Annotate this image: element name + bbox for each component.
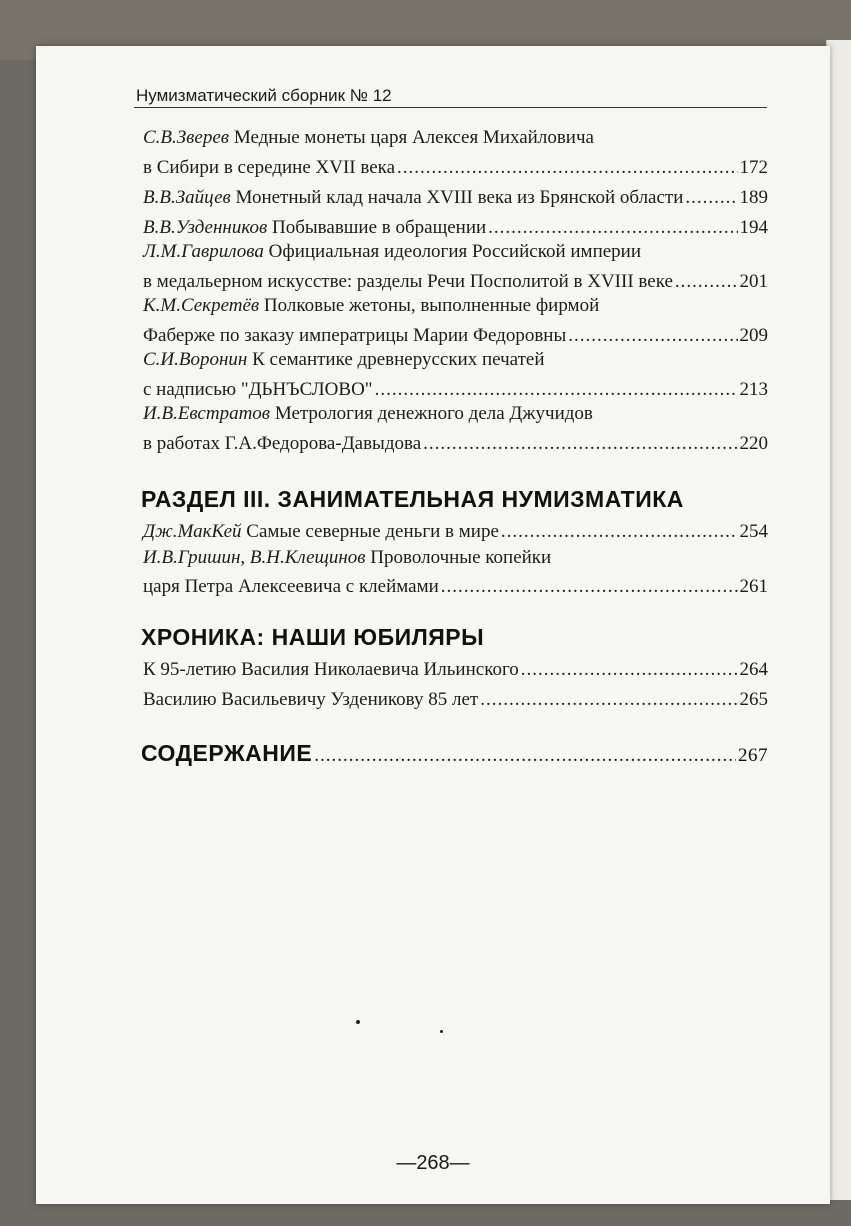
entry-title: К 95-летию Василия Николаевича Ильинского	[143, 659, 519, 680]
header-rule	[134, 107, 767, 108]
entry-title: Монетный клад начала XVIII века из Брянской области	[235, 187, 684, 208]
leader-dots	[423, 432, 737, 456]
page-number: 194	[739, 217, 768, 238]
leader-dots	[488, 216, 737, 240]
entry-title-cont: в Сибири в середине XVII века	[143, 157, 396, 178]
section-heading: ХРОНИКА: НАШИ ЮБИЛЯРЫ	[141, 624, 485, 650]
toc-entry-line	[143, 156, 768, 180]
entry-title-cont: в медальерном искусстве: разделы Речи Посполитой в XVIII веке	[143, 271, 673, 292]
toc-entry-line	[143, 688, 768, 712]
entry-title-cont: царя Петра Алексеевича с клеймами	[143, 576, 439, 597]
entry-title-cont: с надписью "ДЬНЪСЛОВО"	[143, 379, 373, 400]
leader-dots	[501, 520, 738, 544]
page-number: 220	[739, 433, 768, 454]
entry-author: С.И.Воронин	[143, 349, 248, 370]
leader-dots	[521, 658, 738, 682]
page-folio: —268—	[396, 1152, 470, 1174]
toc-entry-line	[143, 270, 768, 294]
entry-author: В.В.Узденников	[143, 217, 268, 238]
page-number: 189	[739, 187, 768, 208]
toc-entry-line	[143, 402, 768, 426]
entry-title: Василию Васильевичу Узденикову 85 лет	[143, 689, 479, 710]
print-speck	[356, 1020, 360, 1024]
entry-title: Медные монеты царя Алексея Михайловича	[233, 127, 594, 148]
leader-dots	[685, 186, 737, 210]
entry-title: Самые северные деньги в мире	[246, 521, 499, 542]
toc-entry-line	[143, 520, 768, 544]
running-head: Нумизматический сборник № 12	[136, 86, 392, 105]
page-number: 261	[739, 576, 768, 597]
toc-entry-line	[143, 378, 768, 402]
entry-author: И.В.Гришин, В.Н.Клещинов	[143, 547, 366, 568]
toc-entry-line	[143, 324, 768, 348]
toc-entry-line	[143, 348, 768, 372]
page-number: 209	[739, 325, 768, 346]
toc-entry-line	[143, 432, 768, 456]
page-number: 201	[739, 271, 768, 292]
page-number: 172	[739, 157, 768, 178]
print-speck	[440, 1030, 443, 1033]
leader-dots	[397, 156, 737, 180]
contents-entry	[141, 740, 768, 767]
page-number: 264	[739, 659, 768, 680]
entry-title: Проволочные копейки	[370, 547, 552, 568]
entry-author: С.В.Зверев	[143, 127, 230, 148]
entry-title: Полковые жетоны, выполненные фирмой	[263, 295, 600, 316]
leader-dots	[314, 745, 736, 767]
toc-entry-line	[143, 126, 768, 150]
page-number: 265	[739, 689, 768, 710]
entry-author: Дж.МакКей	[143, 521, 242, 542]
toc-entry-line	[143, 294, 768, 318]
leader-dots	[675, 270, 738, 294]
entry-title-cont: Фаберже по заказу императрицы Марии Федоровны	[143, 325, 567, 346]
page-number: 213	[739, 379, 768, 400]
toc-entry-line	[143, 216, 768, 240]
toc-entry-line	[143, 546, 768, 570]
entry-title: Метрология денежного дела Джучидов	[274, 403, 593, 424]
section-heading: СОДЕРЖАНИЕ	[141, 740, 313, 766]
entry-author: И.В.Евстратов	[143, 403, 271, 424]
leader-dots	[568, 324, 737, 348]
toc-entry-line	[143, 658, 768, 682]
book-page	[36, 46, 830, 1204]
entry-author: Л.М.Гаврилова	[143, 241, 264, 262]
entry-title-cont: в работах Г.А.Федорова-Давыдова	[143, 433, 422, 454]
entry-title: Официальная идеология Российской империи	[268, 241, 642, 262]
toc-entry-line	[143, 575, 768, 599]
entry-author: В.В.Зайцев	[143, 187, 231, 208]
entry-title: Побывавшие в обращении	[272, 217, 487, 238]
leader-dots	[375, 378, 738, 402]
leader-dots	[441, 575, 738, 599]
page-number: 267	[738, 745, 768, 766]
leader-dots	[480, 688, 737, 712]
entry-title: К семантике древнерусских печатей	[252, 349, 545, 370]
page-number: 254	[739, 521, 768, 542]
section-heading: РАЗДЕЛ III. ЗАНИМАТЕЛЬНАЯ НУМИЗМАТИКА	[141, 486, 684, 512]
entry-author: К.М.Секретёв	[143, 295, 260, 316]
toc-entry-line	[143, 240, 768, 264]
toc-entry-line	[143, 186, 768, 210]
